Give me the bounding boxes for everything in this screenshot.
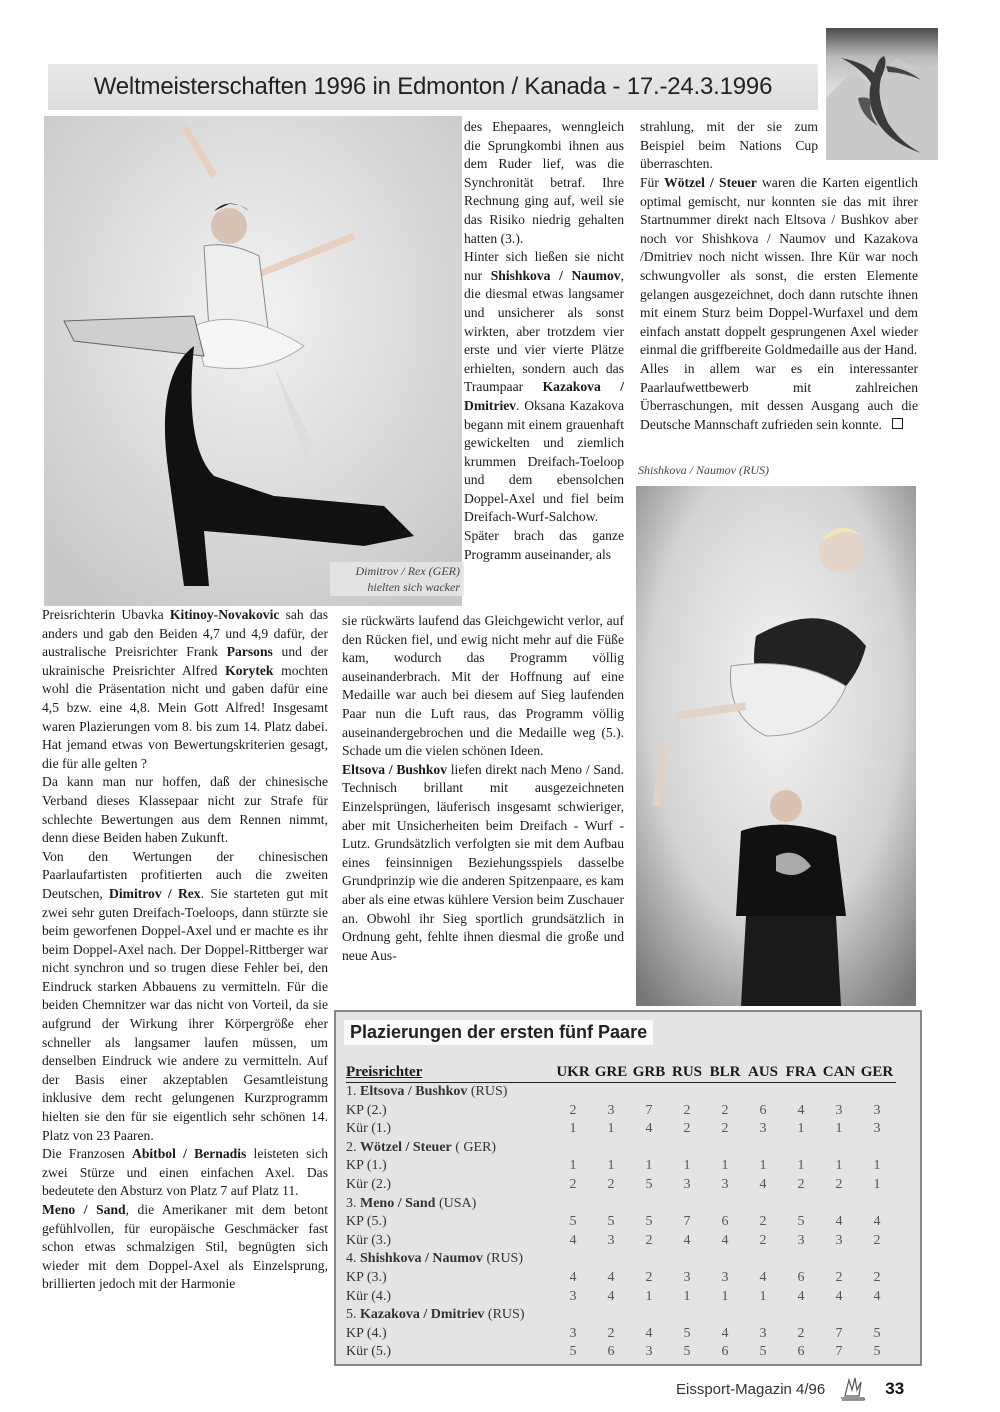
placement-cell: 5 — [645, 1176, 653, 1192]
placement-cell: 1 — [873, 1176, 881, 1192]
placement-cell: 4 — [645, 1325, 653, 1341]
placement-cell: 3 — [835, 1102, 843, 1118]
placement-cell: 4 — [835, 1288, 843, 1304]
table-header-row — [346, 1064, 896, 1083]
placement-cell: 2 — [645, 1269, 653, 1285]
photo-dimitrov-rex — [44, 116, 462, 606]
placement-cell: 1 — [759, 1288, 767, 1304]
results-table — [346, 1064, 896, 1362]
article-column-left — [42, 606, 328, 1294]
placement-cell: 7 — [835, 1344, 843, 1360]
placement-cell: 4 — [683, 1232, 691, 1248]
placement-cell: 3 — [569, 1288, 577, 1304]
placement-cell: 2 — [797, 1176, 805, 1192]
placement-cell: 2 — [645, 1232, 653, 1248]
page-footer — [676, 1376, 904, 1402]
row-label: KP (2.) — [346, 1102, 387, 1118]
paragraph: strahlung, mit der sie zum Beispiel beim Nations Cup überraschten. — [640, 119, 818, 172]
column-header-judge: GER — [858, 1064, 896, 1083]
row-label: KP (3.) — [346, 1269, 387, 1285]
paragraph: des Ehepaares, wenngleich die Sprungkombi ihnen aus dem Ruder lief, was die Synchronität betraf. Ihre Rechnung ging auf, weil sie das Risiko niedrig gehalten hatten (3.). — [464, 119, 624, 246]
placement-cell: 4 — [835, 1214, 843, 1230]
row-label: Kür (2.) — [346, 1176, 392, 1192]
results-table-title: Plazierungen der ersten fünf Paare — [344, 1020, 653, 1045]
placement-cell: 3 — [759, 1121, 767, 1137]
photo1-caption: Dimitrov / Rex (GER) hielten sich wacker — [330, 562, 464, 596]
placement-cell: 5 — [873, 1344, 881, 1360]
article-column-middle-wide — [342, 612, 624, 965]
pair-name: Kazakova / Dmitriev — [360, 1307, 485, 1323]
table-row — [346, 1288, 896, 1307]
placement-cell: 7 — [835, 1325, 843, 1341]
placement-cell: 2 — [759, 1214, 767, 1230]
pair-name: Wötzel / Steuer — [360, 1139, 452, 1155]
pair-rank: 2. — [346, 1139, 357, 1155]
table-row — [346, 1232, 896, 1251]
placement-cell: 7 — [683, 1214, 691, 1230]
placement-cell: 2 — [873, 1269, 881, 1285]
pair-name: Meno / Sand — [360, 1195, 436, 1211]
table-row — [346, 1176, 896, 1195]
placement-cell: 5 — [759, 1344, 767, 1360]
skater-silhouette-icon — [826, 28, 938, 160]
table-row — [346, 1102, 896, 1121]
pair-rank: 3. — [346, 1195, 357, 1211]
placement-cell: 5 — [683, 1344, 691, 1360]
placement-cell: 2 — [835, 1176, 843, 1192]
article-column-right — [640, 174, 918, 434]
column-header-judge: BLR — [706, 1064, 744, 1083]
placement-cell: 2 — [721, 1102, 729, 1118]
placement-cell: 5 — [873, 1325, 881, 1341]
row-label: Kür (3.) — [346, 1232, 392, 1248]
placement-cell: 4 — [759, 1176, 767, 1192]
placement-cell: 7 — [645, 1102, 653, 1118]
row-label: Kür (5.) — [346, 1344, 392, 1360]
pair-nation: (RUS) — [487, 1307, 525, 1323]
paragraph: Meno / Sand, die Amerikaner mit dem betont gefühlvollen, für europäische Geschmäcker fast schon etwas schmalzigen Stil, begnügten sich wieder mit dem Doppel-Axel als Einzelsprung, brillierten jedoch mit der Harmonie — [42, 1202, 328, 1292]
column-header-judge: CAN — [820, 1064, 858, 1083]
paragraph: Alles in allem war es ein interessanter Paarlaufwettbewerb mit zahlreichen Überraschungen, mit dessen Ausgang auch die Deutsche Mannschaft zufrieden sein konnte. — [640, 360, 918, 432]
placement-cell: 4 — [569, 1232, 577, 1248]
placement-cell: 1 — [645, 1288, 653, 1304]
column-header-judge: FRA — [782, 1064, 820, 1083]
paragraph: Die Franzosen Abitbol / Bernadis leisteten sich zwei Stürze und einen einfachen Axel. Das bedeutete den Absturz von Platz 7 auf Platz 11. — [42, 1146, 328, 1199]
placement-cell: 4 — [645, 1121, 653, 1137]
pair-rank: 4. — [346, 1251, 357, 1267]
table-row — [346, 1269, 896, 1288]
placement-cell: 4 — [797, 1102, 805, 1118]
placement-cell: 1 — [683, 1288, 691, 1304]
placement-cell: 5 — [683, 1325, 691, 1341]
placement-cell: 1 — [721, 1158, 729, 1174]
magazine-issue: Eissport-Magazin 4/96 — [676, 1380, 826, 1398]
placement-cell: 3 — [835, 1232, 843, 1248]
placement-cell: 6 — [797, 1269, 805, 1285]
placement-cell: 1 — [797, 1121, 805, 1137]
paragraph: sie rückwärts laufend das Gleichgewicht verlor, auf den Rücken fiel, und ewig nicht mehr auf die Füße kam, wodurch das Programm völlig auseinanderbrach. Mit der Hoffnung auf eine Medaille war auch bei diesem auf Sieg laufenden Paar nun die Luft raus, das Programm völlig auseinandergebrochen und die Medaille weg (5.). Schade um die vielen schönen Ideen. — [342, 613, 624, 759]
placement-cell: 4 — [569, 1269, 577, 1285]
placement-cell: 6 — [721, 1344, 729, 1360]
placement-cell: 3 — [873, 1121, 881, 1137]
paragraph: Hinter sich ließen sie nicht nur Shishkova / Naumov, die diesmal etwas langsamer und unsicherer als sonst wirkten, aber trotzdem vier erste und vier vierte Plätze erhielten, sondern auch das Traumpaar Kazakova / Dmitriev. Oksana Kazakova begann mit einem grauenhaft gewickelten und ziemlich krummen Dreifach-Toeloop und dem ebensolchen Doppel-Axel und fiel beim Dreifach-Wurf-Salchow. Später brach das ganze Programm auseinander, als — [464, 249, 624, 562]
end-of-article-icon — [892, 418, 903, 429]
row-label: KP (5.) — [346, 1214, 387, 1230]
placement-cell: 3 — [797, 1232, 805, 1248]
table-row — [346, 1120, 896, 1139]
pair-name: Eltsova / Bushkov — [360, 1084, 468, 1099]
placement-cell: 6 — [607, 1344, 615, 1360]
page-title: Weltmeisterschaften 1996 in Edmonton / Kanada - 17.-24.3.1996 — [93, 73, 773, 100]
page-number: 33 — [885, 1379, 905, 1398]
pair-skaters-lift-image — [636, 486, 916, 1006]
placement-cell: 2 — [797, 1325, 805, 1341]
pair-nation: ( GER) — [455, 1139, 497, 1155]
paragraph: Preisrichterin Ubavka Kitinoy-Novakovic sah das anders und gab den Beiden 4,7 und 4,9 dafür, der australische Preisrichter Frank Parsons und der ukrainische Preisrichter Alfred Korytek mochten wohl die Präsentation nicht und gaben dafür eine 4,5 bzw. eine 4,8. Mein Gott Alfred! Insgesamt waren Plazierungen vom 8. bis zum 14. Platz dabei. Hat jemand etwas von Bewertungskriterien gesagt, die für alle gelten ? — [42, 607, 328, 771]
placement-cell: 1 — [797, 1158, 805, 1174]
placement-cell: 4 — [721, 1232, 729, 1248]
placement-cell: 2 — [607, 1176, 615, 1192]
placement-cell: 4 — [721, 1325, 729, 1341]
row-label: Kür (4.) — [346, 1288, 392, 1304]
placement-cell: 1 — [759, 1158, 767, 1174]
row-label: Kür (1.) — [346, 1121, 392, 1137]
placement-cell: 4 — [607, 1269, 615, 1285]
placement-cell: 4 — [759, 1269, 767, 1285]
placement-cell: 6 — [721, 1214, 729, 1230]
photo-shishkova-naumov — [636, 486, 916, 1006]
placement-cell: 3 — [873, 1102, 881, 1118]
placement-cell: 1 — [645, 1158, 653, 1174]
article-column-middle-top — [464, 118, 624, 564]
pair-heading-row — [346, 1306, 896, 1325]
placement-cell: 4 — [797, 1288, 805, 1304]
skate-logo-icon — [837, 1376, 867, 1402]
skater-logo-image — [826, 28, 938, 160]
placement-cell: 1 — [607, 1121, 615, 1137]
column-header-preisrichter: Preisrichter — [346, 1064, 554, 1083]
placement-cell: 2 — [683, 1102, 691, 1118]
placement-cell: 3 — [645, 1344, 653, 1360]
table-row — [346, 1213, 896, 1232]
column-header-judge: GRB — [630, 1064, 668, 1083]
placement-cell: 3 — [607, 1232, 615, 1248]
pair-nation: (RUS) — [470, 1084, 508, 1099]
placement-cell: 6 — [759, 1102, 767, 1118]
placement-cell: 2 — [721, 1121, 729, 1137]
column-header-judge: AUS — [744, 1064, 782, 1083]
placement-cell: 2 — [569, 1176, 577, 1192]
pair-rank: 1. — [346, 1084, 357, 1099]
placement-cell: 1 — [569, 1158, 577, 1174]
pair-heading-row — [346, 1250, 896, 1269]
placement-cell: 5 — [569, 1344, 577, 1360]
pair-name: Shishkova / Naumov — [360, 1251, 483, 1267]
pair-heading-row — [346, 1139, 896, 1158]
placement-cell: 2 — [759, 1232, 767, 1248]
placement-cell: 1 — [835, 1158, 843, 1174]
table-row — [346, 1343, 896, 1362]
placement-cell: 4 — [873, 1214, 881, 1230]
placement-cell: 2 — [683, 1121, 691, 1137]
placement-cell: 3 — [607, 1102, 615, 1118]
column-header-judge: RUS — [668, 1064, 706, 1083]
placement-cell: 5 — [569, 1214, 577, 1230]
placement-cell: 1 — [835, 1121, 843, 1137]
page-title-band — [48, 64, 818, 110]
placement-cell: 1 — [721, 1288, 729, 1304]
placement-cell: 2 — [607, 1325, 615, 1341]
photo2-caption: Shishkova / Naumov (RUS) — [638, 463, 769, 477]
placement-cell: 2 — [569, 1102, 577, 1118]
pair-nation: (USA) — [438, 1195, 477, 1211]
placement-cell: 1 — [683, 1158, 691, 1174]
placement-cell: 5 — [645, 1214, 653, 1230]
placement-cell: 1 — [569, 1121, 577, 1137]
placement-cell: 6 — [797, 1344, 805, 1360]
results-table-box — [334, 1010, 922, 1366]
paragraph: Da kann man nur hoffen, daß der chinesische Verband dieses Klassepaar nicht zur Strafe für schlechte Bewertungen aus dem Rennen nimmt, denn diese Beiden haben Zukunft. — [42, 774, 328, 846]
placement-cell: 3 — [683, 1176, 691, 1192]
table-row — [346, 1325, 896, 1344]
row-label: KP (4.) — [346, 1325, 387, 1341]
placement-cell: 2 — [873, 1232, 881, 1248]
paragraph: Von den Wertungen der chinesischen Paarlaufartisten profitierten auch die zweiten Deutschen, Dimitrov / Rex. Sie starteten gut mit zwei sehr guten Dreifach-Toeloops, dann stürzte sie beim geworfenen Doppel-Axel und er machte es ihr beim Doppel-Axel nach. Der Doppel-Rittberger war nicht synchron und so trugen diese Fehler bei, den Eindruck starken Abbauens zu vermitteln. Für die beiden Chemnitzer war das nicht von Vorteil, da sie aufgrund der Wirkung ihrer Körpergröße eher schneller als langsamer laufen müssen, um denselben Eindruck wie andere zu vermitteln. Auf der Basis einer akzeptablen Gesamtleistung inklusive dem recht gelungenen Kurzprogramm hielten sie den für sie eigentlich sehr schönen 14. Platz von 23 Paaren. — [42, 848, 328, 1143]
column-header-judge: UKR — [554, 1064, 592, 1083]
pair-nation: (RUS) — [486, 1251, 523, 1267]
placement-cell: 3 — [569, 1325, 577, 1341]
placement-cell: 2 — [835, 1269, 843, 1285]
paragraph: Für Wötzel / Steuer waren die Karten eigentlich optimal gemischt, nur konnten sie das mit ihrer Startnummer direkt nach Eltsova / Bushkov aber noch vor Shishkova / Naumov und Kazakova /Dmitriev noch nicht wissen. Ihre Kür war noch schwungvoller als sonst, die ersten Elemente gelangen ausgezeichnet, doch dann rutschte ihnen mit einem Sturz beim Doppel-Wurfaxel und dem einfach anstatt doppelt gesprungenen Axel wieder einmal die griffbereite Goldmedaille aus der Hand. — [640, 175, 918, 358]
placement-cell: 1 — [607, 1158, 615, 1174]
pair-heading-row — [346, 1195, 896, 1214]
paragraph: Eltsova / Bushkov liefen direkt nach Meno / Sand. Technisch brillant mit ausgezeichneten Einzelsprüngen, läuferisch insgesamt schwieriger, aber mit Unsicherheiten beim Dreifach - Wurf - Lutz. Grundsätzlich verfolgten sie mit dem Aufbau eines feinsinnigen Beziehungsspiels dasselbe Grundprinzip wie die anderen Spitzenpaare, es kam aber als eine etwas kühlere Version beim Zuschauer an. Obwohl ihr Sieg sportlich grundsätzlich in Ordnung geht, fehlte ihnen diesmal die große und neue Aus- — [342, 761, 624, 963]
article-column-right-top — [640, 118, 818, 174]
placement-cell: 5 — [607, 1214, 615, 1230]
pair-rank: 5. — [346, 1307, 357, 1323]
table-row — [346, 1157, 896, 1176]
pair-heading-row — [346, 1083, 896, 1102]
placement-cell: 4 — [607, 1288, 615, 1304]
placement-cell: 5 — [797, 1214, 805, 1230]
placement-cell: 3 — [759, 1325, 767, 1341]
placement-cell: 3 — [683, 1269, 691, 1285]
placement-cell: 3 — [721, 1176, 729, 1192]
placement-cell: 3 — [721, 1269, 729, 1285]
placement-cell: 1 — [873, 1158, 881, 1174]
placement-cell: 4 — [873, 1288, 881, 1304]
pair-skaters-image — [44, 116, 462, 606]
row-label: KP (1.) — [346, 1158, 387, 1174]
column-header-judge: GRE — [592, 1064, 630, 1083]
